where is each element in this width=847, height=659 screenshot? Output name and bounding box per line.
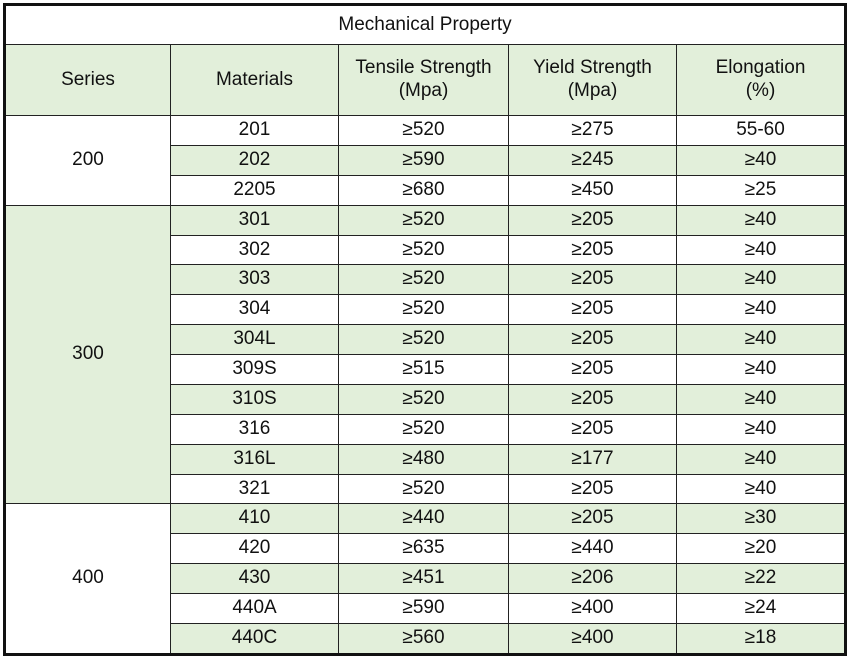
tensile-cell: ≥590: [339, 594, 509, 624]
elongation-cell: ≥24: [677, 594, 846, 624]
elongation-cell: ≥22: [677, 564, 846, 594]
tensile-cell: ≥560: [339, 623, 509, 654]
yield-cell: ≥245: [509, 145, 677, 175]
tensile-cell: ≥451: [339, 564, 509, 594]
yield-cell: ≥205: [509, 474, 677, 504]
material-cell: 304L: [171, 325, 339, 355]
material-cell: 303: [171, 265, 339, 295]
elongation-cell: ≥40: [677, 444, 846, 474]
table-row: [5, 205, 846, 235]
material-cell: 201: [171, 116, 339, 146]
yield-cell: ≥205: [509, 265, 677, 295]
material-cell: 202: [171, 145, 339, 175]
tensile-cell: ≥520: [339, 265, 509, 295]
tensile-cell: ≥520: [339, 474, 509, 504]
header-elongation: [677, 45, 846, 116]
elongation-cell: ≥30: [677, 504, 846, 534]
yield-cell: ≥205: [509, 235, 677, 265]
header-series: [5, 45, 171, 116]
elongation-cell: ≥40: [677, 265, 846, 295]
material-cell: 2205: [171, 175, 339, 205]
mechanical-property-document: [3, 3, 844, 656]
material-cell: 321: [171, 474, 339, 504]
material-cell: 310S: [171, 384, 339, 414]
elongation-cell: 55-60: [677, 116, 846, 146]
material-cell: 440A: [171, 594, 339, 624]
elongation-cell: ≥40: [677, 235, 846, 265]
elongation-cell: ≥25: [677, 175, 846, 205]
tensile-cell: ≥520: [339, 235, 509, 265]
material-cell: 316L: [171, 444, 339, 474]
table-row: [5, 504, 846, 534]
table-row: [5, 116, 846, 146]
tensile-cell: ≥520: [339, 116, 509, 146]
material-cell: 302: [171, 235, 339, 265]
elongation-cell: ≥20: [677, 534, 846, 564]
material-cell: 420: [171, 534, 339, 564]
yield-cell: ≥450: [509, 175, 677, 205]
header-row: [5, 45, 846, 116]
header-yield-strength: [509, 45, 677, 116]
material-cell: 430: [171, 564, 339, 594]
material-cell: 410: [171, 504, 339, 534]
material-cell: 440C: [171, 623, 339, 654]
elongation-cell: ≥40: [677, 295, 846, 325]
material-cell: 316: [171, 414, 339, 444]
table-body: [5, 116, 846, 655]
elongation-cell: ≥40: [677, 205, 846, 235]
yield-cell: ≥205: [509, 295, 677, 325]
tensile-cell: ≥520: [339, 295, 509, 325]
header-materials-label: Materials: [215, 68, 294, 90]
table-title: Mechanical Property: [5, 5, 846, 45]
header-yield-line2: (Mpa): [567, 80, 618, 101]
header-yield-line1: Yield Strength: [533, 57, 652, 79]
header-elongation-line2: (%): [745, 80, 776, 101]
tensile-cell: ≥520: [339, 384, 509, 414]
tensile-cell: ≥440: [339, 504, 509, 534]
header-tensile-line1: Tensile Strength: [355, 57, 492, 79]
elongation-cell: ≥40: [677, 384, 846, 414]
tensile-cell: ≥635: [339, 534, 509, 564]
yield-cell: ≥205: [509, 504, 677, 534]
tensile-cell: ≥480: [339, 444, 509, 474]
yield-cell: ≥400: [509, 594, 677, 624]
header-elongation-line1: Elongation: [715, 57, 806, 79]
yield-cell: ≥206: [509, 564, 677, 594]
material-cell: 304: [171, 295, 339, 325]
mechanical-property-table: [3, 3, 847, 656]
elongation-cell: ≥40: [677, 145, 846, 175]
tensile-cell: ≥590: [339, 145, 509, 175]
tensile-cell: ≥515: [339, 355, 509, 385]
elongation-cell: ≥40: [677, 474, 846, 504]
yield-cell: ≥205: [509, 384, 677, 414]
yield-cell: ≥440: [509, 534, 677, 564]
series-cell: 400: [5, 504, 171, 655]
elongation-cell: ≥40: [677, 325, 846, 355]
series-cell: 200: [5, 116, 171, 206]
elongation-cell: ≥40: [677, 355, 846, 385]
yield-cell: ≥400: [509, 623, 677, 654]
yield-cell: ≥205: [509, 414, 677, 444]
material-cell: 301: [171, 205, 339, 235]
tensile-cell: ≥520: [339, 414, 509, 444]
tensile-cell: ≥520: [339, 205, 509, 235]
header-series-label: Series: [61, 68, 115, 90]
yield-cell: ≥205: [509, 355, 677, 385]
series-cell: 300: [5, 205, 171, 504]
header-tensile-line2: (Mpa): [398, 80, 449, 101]
elongation-cell: ≥18: [677, 623, 846, 654]
yield-cell: ≥275: [509, 116, 677, 146]
header-tensile-strength: [339, 45, 509, 116]
yield-cell: ≥177: [509, 444, 677, 474]
tensile-cell: ≥680: [339, 175, 509, 205]
elongation-cell: ≥40: [677, 414, 846, 444]
header-materials: [171, 45, 339, 116]
material-cell: 309S: [171, 355, 339, 385]
tensile-cell: ≥520: [339, 325, 509, 355]
yield-cell: ≥205: [509, 325, 677, 355]
yield-cell: ≥205: [509, 205, 677, 235]
